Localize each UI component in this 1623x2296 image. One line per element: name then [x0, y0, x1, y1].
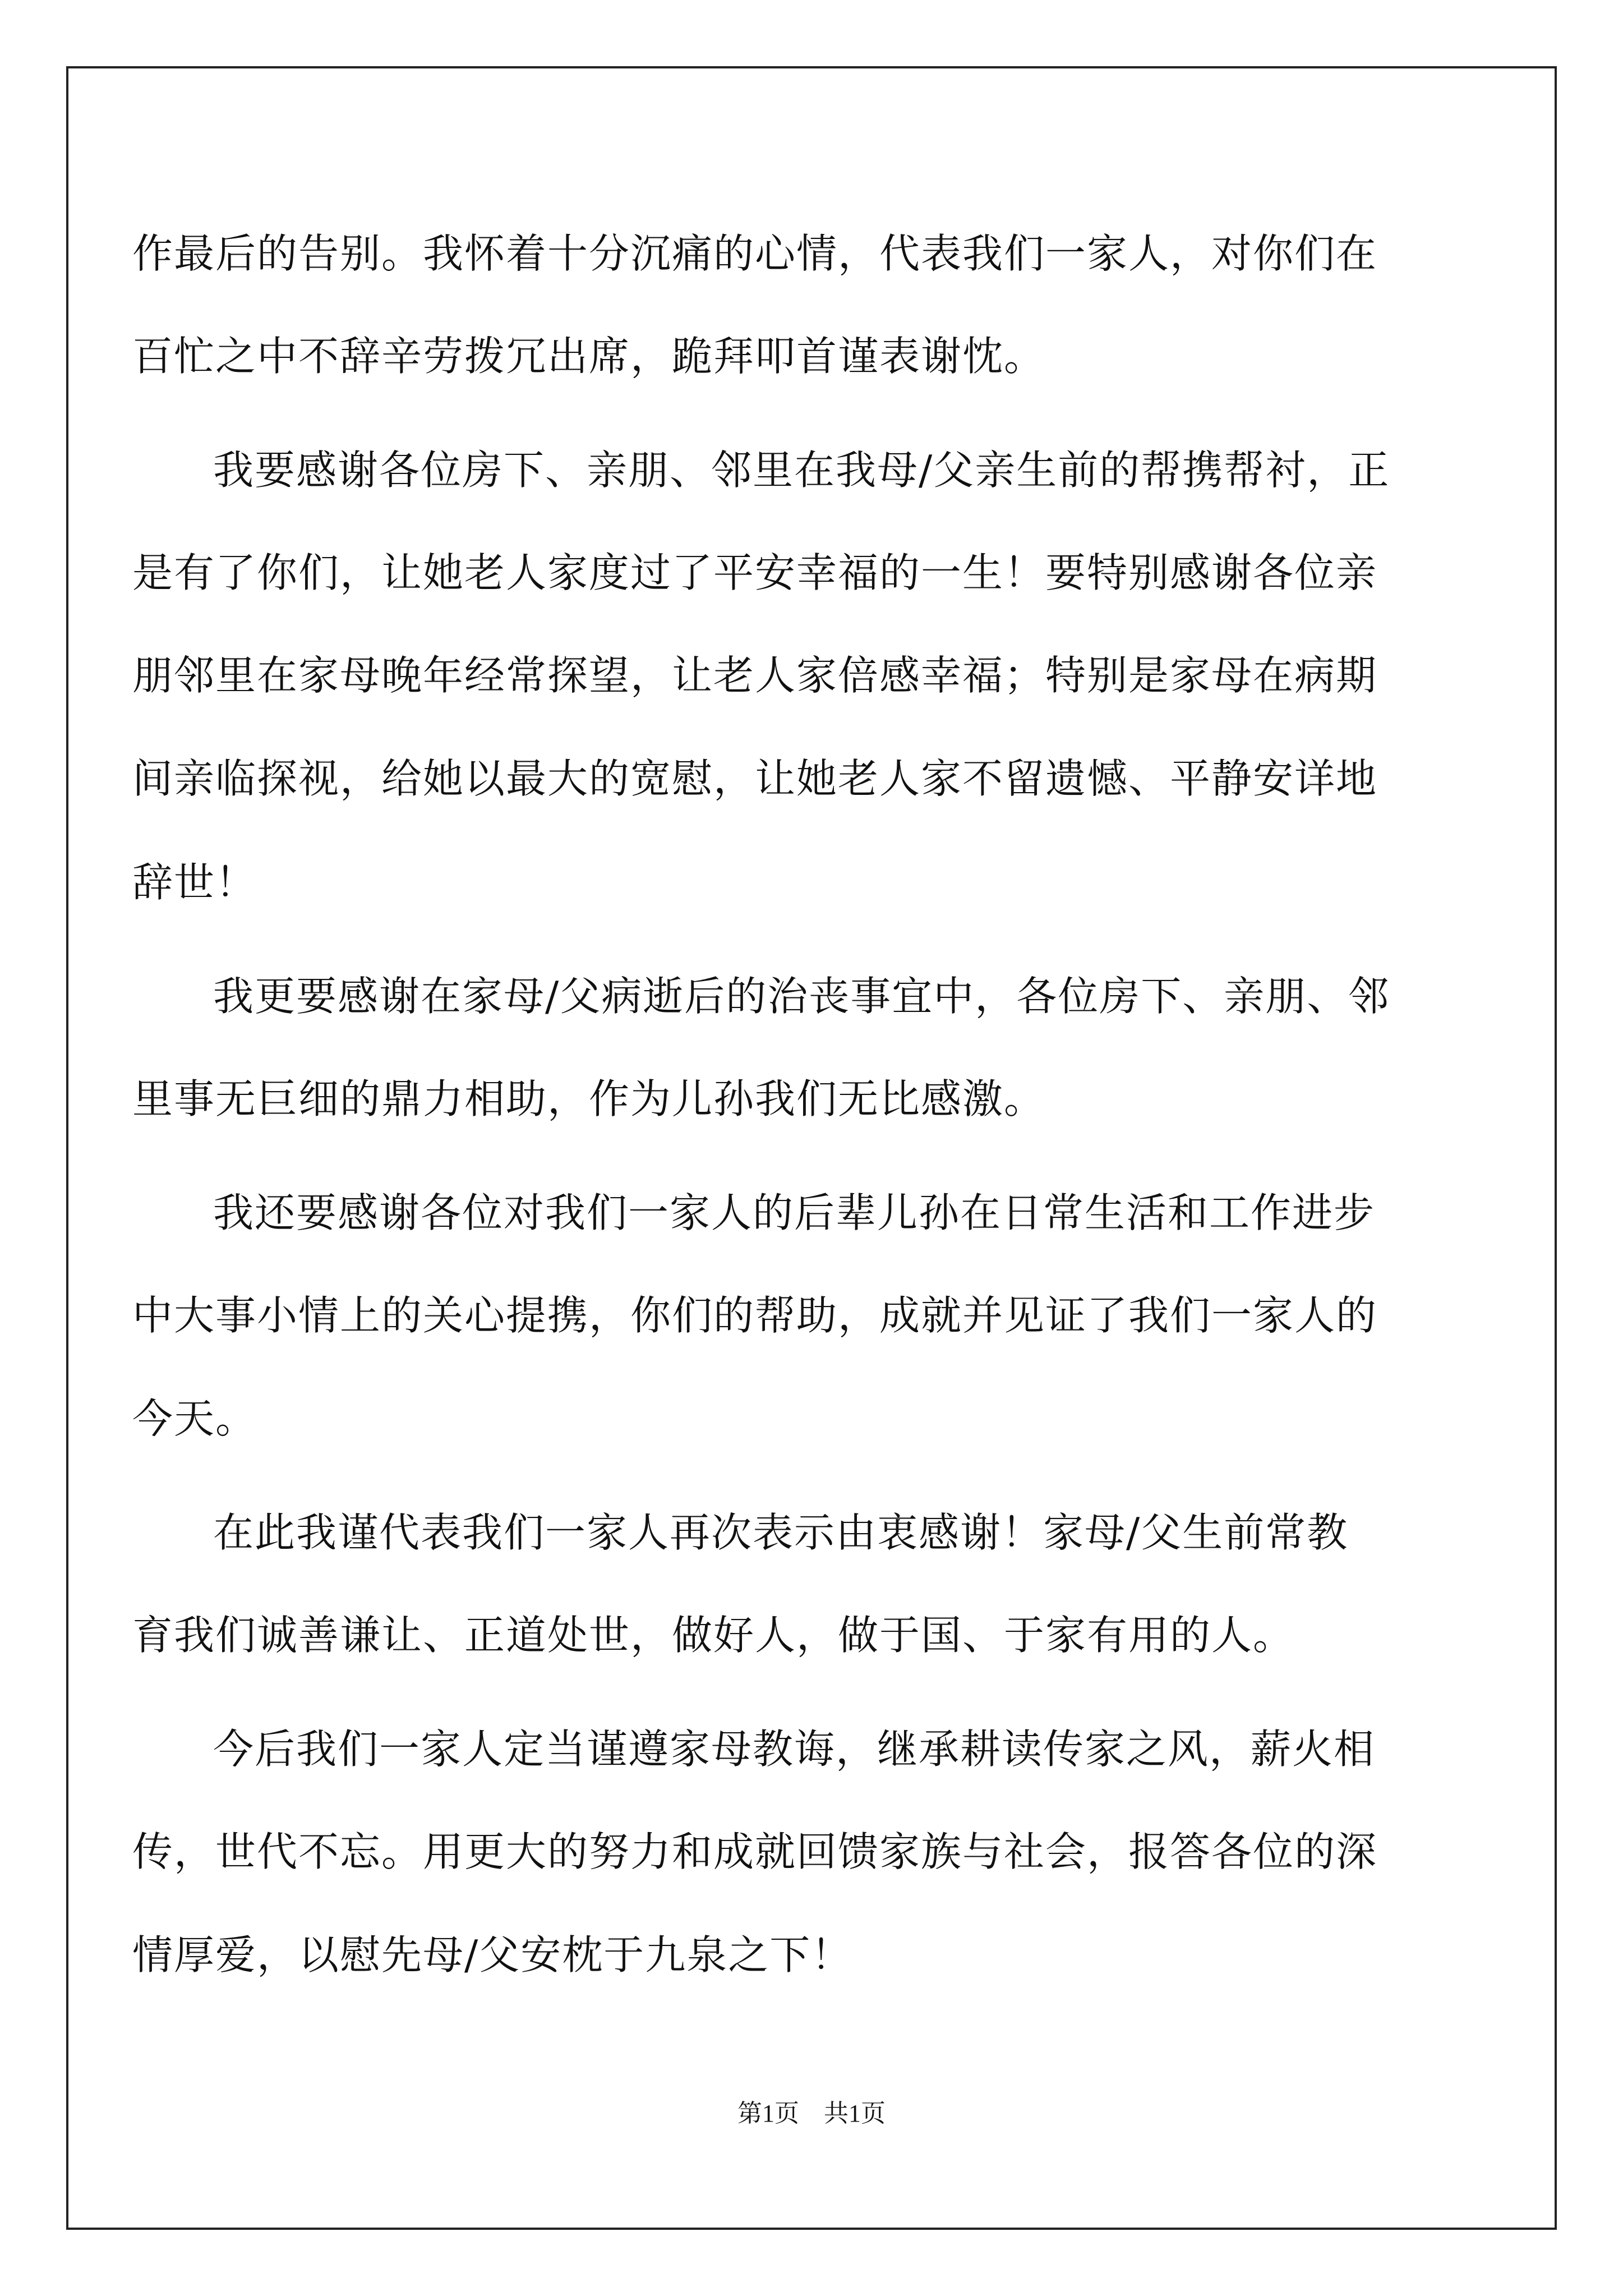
paragraph-first-line: 在此我谨代表我们一家人再次表示由衷感谢！家母/父生前常教 — [213, 1509, 1349, 1556]
text-line: 育我们诚善谦让、正道处世，做好人，做于国、于家有用的人。 — [132, 1612, 1295, 1659]
text-line: 朋邻里在家母晚年经常探望，让老人家倍感幸福；特别是家母在病期 — [132, 652, 1378, 699]
text-line: 今天。 — [132, 1395, 257, 1442]
text-line: 情厚爱，以慰先母/父安枕于九泉之下！ — [132, 1931, 853, 1978]
text-line: 百忙之中不辞辛劳拨冗出席，跪拜叩首谨表谢忱。 — [132, 333, 1046, 380]
text-line: 辞世！ — [132, 859, 257, 906]
page-footer: 第1页 共1页 — [737, 2100, 886, 2127]
text-line: 中大事小情上的关心提携，你们的帮助，成就并见证了我们一家人的 — [132, 1292, 1378, 1339]
text-line: 作最后的告别。我怀着十分沉痛的心情，代表我们一家人，对你们在 — [132, 230, 1378, 277]
page-border — [66, 66, 1557, 2230]
text-line: 传，世代不忘。用更大的努力和成就回馈家族与社会，报答各位的深 — [132, 1828, 1378, 1875]
text-line: 里事无巨细的鼎力相助，作为儿孙我们无比感激。 — [132, 1075, 1046, 1122]
paragraph-first-line: 我更要感谢在家母/父病逝后的治丧事宜中，各位房下、亲朋、邻 — [213, 973, 1390, 1020]
text-line: 间亲临探视，给她以最大的宽慰，让她老人家不留遗憾、平静安详地 — [132, 755, 1378, 802]
paragraph-first-line: 我还要感谢各位对我们一家人的后辈儿孙在日常生活和工作进步 — [213, 1189, 1376, 1236]
paragraph-first-line: 我要感谢各位房下、亲朋、邻里在我母/父亲生前的帮携帮衬，正 — [213, 447, 1390, 494]
paragraph-first-line: 今后我们一家人定当谨遵家母教诲，继承耕读传家之风，薪火相 — [213, 1726, 1376, 1773]
text-line: 是有了你们，让她老人家度过了平安幸福的一生！要特别感谢各位亲 — [132, 549, 1378, 596]
